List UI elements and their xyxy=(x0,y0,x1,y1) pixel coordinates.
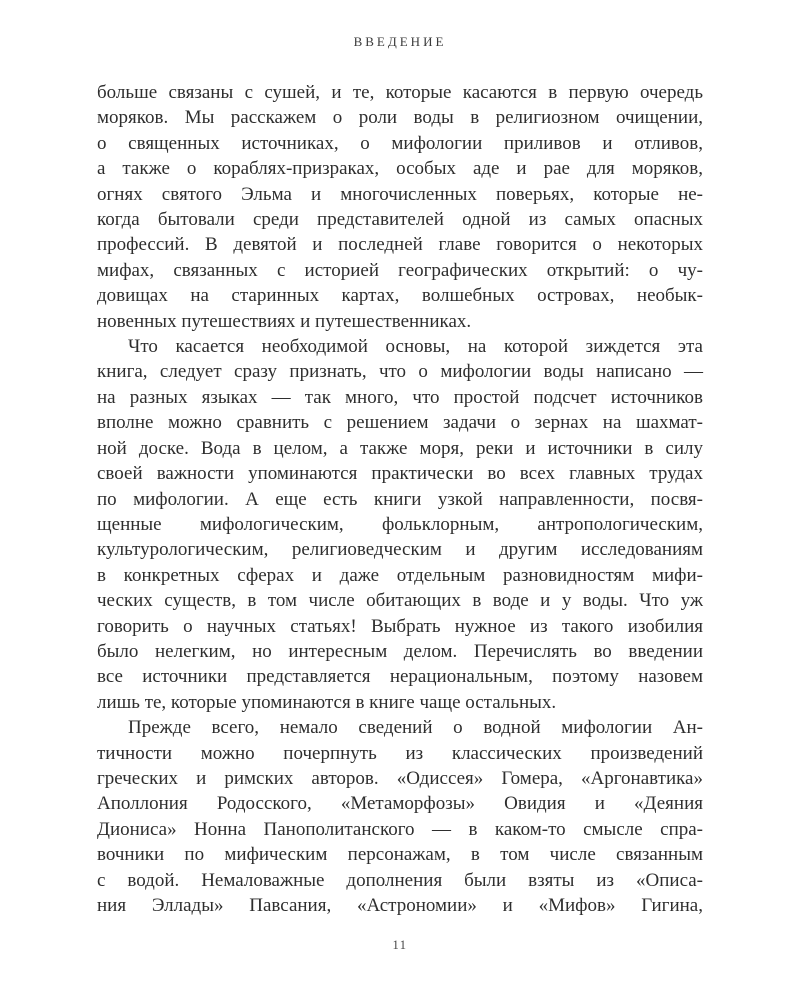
text-line: когда бытовали среди представителей одной из самых опасных xyxy=(97,209,703,231)
text-line: ческих существ, в том числе обитающих в воде и у воды. Что уж xyxy=(97,590,703,612)
page-body-text xyxy=(97,80,703,918)
text-line: мифах, связанных с историей географических открытий: о чу- xyxy=(97,259,703,281)
text-line: больше связаны с сушей, и те, которые касаются в первую очередь xyxy=(97,82,703,103)
text-line: говорить о научных статьях! Выбрать нужное из такого изобилия xyxy=(97,615,703,637)
paragraph xyxy=(97,80,703,334)
text-line: моряков. Мы расскажем о роли воды в религиозном очищении, xyxy=(97,107,703,129)
text-line: Прежде всего, немало сведений о водной мифологии Ан- xyxy=(128,717,703,739)
text-line: лишь те, которые упоминаются в книге чаще остальных. xyxy=(97,691,557,713)
text-line: по мифологии. А еще есть книги узкой направленности, посвя- xyxy=(97,488,703,510)
text-line: с водой. Немаловажные дополнения были взяты из «Описа- xyxy=(97,869,703,891)
text-line: Что касается необходимой основы, на которой зиждется эта xyxy=(128,336,703,358)
text-line: довищах на старинных картах, волшебных островах, необык- xyxy=(97,285,703,307)
text-line: новенных путешествиях и путешественниках. xyxy=(97,310,472,332)
text-line: Диониса» Нонна Панополитанского — в каком-то смысле спра- xyxy=(97,818,703,840)
page-number: 11 xyxy=(392,938,408,952)
text-line: вочники по мифическим персонажам, в том числе связанным xyxy=(97,844,703,866)
text-line: книга, следует сразу признать, что о мифологии воды написано — xyxy=(97,361,703,383)
text-line: культурологическим, религиоведческим и другим исследованиям xyxy=(97,539,703,561)
text-line: а также о кораблях-призраках, особых аде и рае для моряков, xyxy=(97,158,703,180)
text-line: огнях святого Эльма и многочисленных поверьях, которые не- xyxy=(97,183,703,205)
text-line: вполне можно сравнить с решением задачи о зернах на шахмат- xyxy=(97,412,703,434)
text-line: ной доске. Вода в целом, а также моря, реки и источники в силу xyxy=(97,437,703,459)
paragraph xyxy=(97,715,703,918)
text-line: было нелегким, но интересным делом. Перечислять во введении xyxy=(97,640,703,662)
text-line: о священных источниках, о мифологии приливов и отливов, xyxy=(97,132,703,154)
text-line: в конкретных сферах и даже отдельным разновидностям мифи- xyxy=(97,564,703,586)
text-line: Аполлония Родосского, «Метаморфозы» Овидия и «Деяния xyxy=(97,793,703,815)
chapter-running-head: ВВЕДЕНИЕ xyxy=(353,34,447,49)
text-line: тичности можно почерпнуть из классических произведений xyxy=(97,742,703,764)
text-line: все источники представляется нерациональным, поэтому назовем xyxy=(97,666,703,688)
paragraph xyxy=(97,334,703,715)
text-line: щенные мифологическим, фольклорным, антропологическим, xyxy=(97,513,703,535)
text-line: своей важности упоминаются практически во всех главных трудах xyxy=(97,463,703,485)
text-line: профессий. В девятой и последней главе говорится о некоторых xyxy=(97,234,703,256)
text-line: ния Эллады» Павсания, «Астрономии» и «Мифов» Гигина, xyxy=(97,895,703,916)
text-line: греческих и римских авторов. «Одиссея» Гомера, «Аргонавтика» xyxy=(97,767,703,789)
text-line: на разных языках — так много, что простой подсчет источников xyxy=(97,386,703,408)
